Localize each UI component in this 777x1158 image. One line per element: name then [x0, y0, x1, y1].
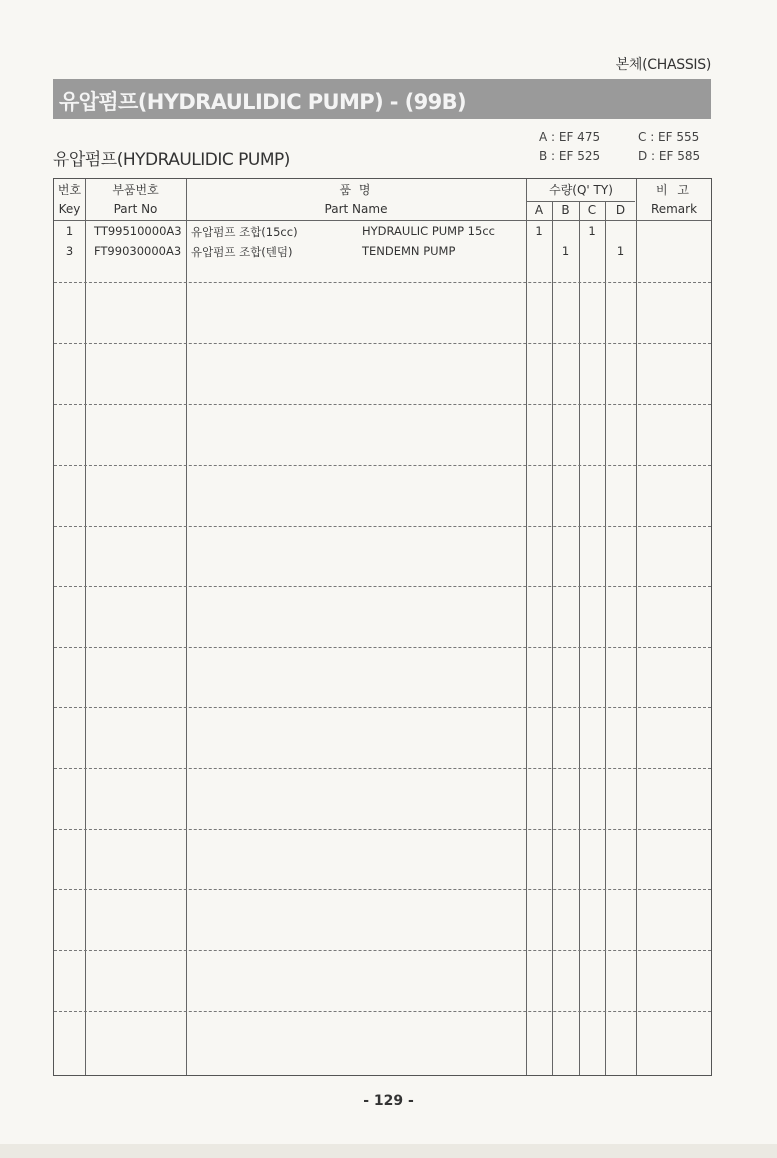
col-divider [636, 179, 637, 1075]
section-header: 본체(CHASSIS) [615, 57, 711, 73]
header-col-d: D [615, 203, 626, 217]
row1-name-en: HYDRAULIC PUMP 15cc [362, 224, 495, 238]
row-separator [54, 1011, 711, 1012]
col-divider [85, 179, 86, 1075]
row-separator [54, 707, 711, 708]
header-key-ko: 번호 [57, 183, 82, 197]
row1-name-ko: 유압펌프 조합(15cc) [191, 225, 298, 239]
row2-qty-b: 1 [561, 244, 570, 258]
col-divider [186, 179, 187, 1075]
row-separator [54, 647, 711, 648]
page-number: - 129 - [363, 1093, 414, 1109]
row2-name-en: TENDEMN PUMP [362, 244, 456, 258]
col-divider [605, 201, 606, 1075]
row-separator [54, 465, 711, 466]
row-separator [54, 950, 711, 951]
header-part-ko: 부품번호 [112, 183, 159, 197]
row1-qty-a: 1 [535, 224, 543, 238]
header-qty: 수량(Q' TY) [549, 183, 613, 197]
header-remark-ko: 비 고 [656, 183, 692, 197]
parts-table [53, 178, 712, 1076]
row-separator [54, 526, 711, 527]
row2-qty-d: 1 [616, 244, 625, 258]
banner-title: 유압펌프(HYDRAULIDIC PUMP) - (99B) [59, 90, 467, 114]
row-separator [54, 889, 711, 890]
col-divider [579, 201, 580, 1075]
row-separator [54, 768, 711, 769]
header-col-c: C [587, 203, 597, 217]
header-key-en: Key [58, 202, 81, 216]
row-separator [54, 829, 711, 830]
header-bottom-line [54, 220, 711, 221]
header-remark-en: Remark [650, 202, 698, 216]
model-b: B : EF 525 [539, 149, 601, 163]
col-divider [526, 179, 527, 1075]
row2-name-ko: 유압펌프 조합(텐덤) [191, 245, 293, 259]
row1-qty-c: 1 [588, 224, 596, 238]
model-d: D : EF 585 [638, 149, 701, 163]
model-c: C : EF 555 [638, 130, 700, 144]
col-divider [552, 201, 553, 1075]
row2-key: 3 [65, 244, 74, 258]
model-a: A : EF 475 [539, 130, 601, 144]
title-banner [53, 79, 711, 119]
row-separator [54, 404, 711, 405]
header-col-b: B [561, 203, 570, 217]
row2-part-no: FT99030000A3 [94, 244, 182, 258]
row1-part-no: TT99510000A3 [94, 224, 182, 238]
model-legend-right [638, 128, 700, 166]
header-col-a: A [534, 203, 544, 217]
row-separator [54, 282, 711, 283]
row-separator [54, 343, 711, 344]
page-subtitle: 유압펌프(HYDRAULIDIC PUMP) [53, 150, 290, 170]
qty-header-divider [526, 201, 635, 202]
row1-key: 1 [65, 224, 74, 238]
header-name-ko: 품 명 [339, 183, 373, 197]
header-name-en: Part Name [324, 202, 388, 216]
header-part-en: Part No [113, 202, 158, 216]
page-edge [0, 1144, 777, 1158]
model-legend-left [539, 128, 600, 166]
row-separator [54, 586, 711, 587]
